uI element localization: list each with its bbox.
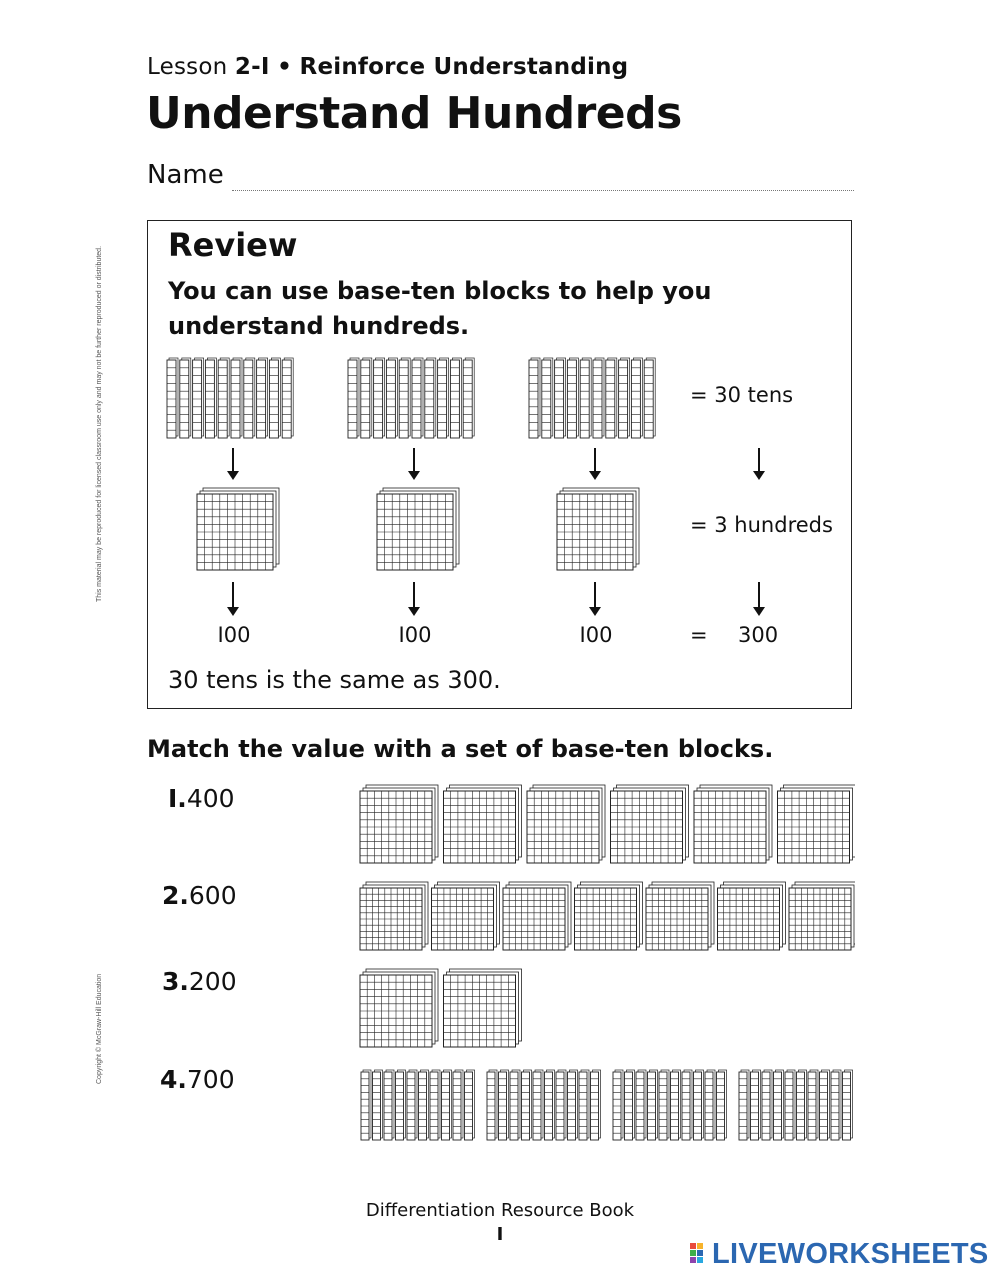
tens-rod <box>269 358 280 438</box>
down-arrow-icon <box>753 448 765 480</box>
tens-equation: = 30 tens <box>690 383 794 407</box>
tens-rod <box>450 358 461 438</box>
tens-rod <box>659 1070 669 1140</box>
down-arrow-icon <box>589 582 601 616</box>
hundred-flat <box>789 882 855 950</box>
tens-rod <box>545 1070 555 1140</box>
tens-rod <box>808 1070 818 1140</box>
tens-rod <box>463 358 474 438</box>
problem-value: 200 <box>188 967 237 996</box>
hundred-flat <box>694 785 772 863</box>
hundred-flat <box>611 785 689 863</box>
tens-rod <box>412 358 423 438</box>
tens-rod <box>244 358 255 438</box>
problem-4 <box>160 1065 235 1094</box>
lesson-separator: • <box>277 54 293 80</box>
hundred-flat <box>557 488 639 570</box>
hundred-flat <box>503 882 571 950</box>
hundred-flat <box>360 969 438 1047</box>
logo-text: LIVEWORKSHEETS <box>712 1237 989 1270</box>
copyright-note: Copyright © McGraw-Hill Education <box>96 973 103 1084</box>
tens-rod <box>465 1070 475 1140</box>
lesson-prefix: Lesson <box>147 54 228 80</box>
hundred-flat <box>197 488 279 570</box>
tens-rod <box>361 358 372 438</box>
down-arrow-icon <box>227 448 239 480</box>
tens-rod <box>529 358 540 438</box>
tens-rod <box>374 358 385 438</box>
hundred-flat <box>444 969 522 1047</box>
tens-rod <box>556 1070 566 1140</box>
tens-rod <box>648 1070 658 1140</box>
tens-rod <box>348 358 359 438</box>
problem-value: 400 <box>186 784 235 813</box>
footer-book-text: Differentiation Resource Book <box>365 1200 635 1221</box>
problem-value: 600 <box>188 881 237 910</box>
hundred-label-3: I00 <box>579 623 613 647</box>
tens-rod <box>510 1070 520 1140</box>
tens-rod <box>522 1070 532 1140</box>
tens-rod <box>739 1070 749 1140</box>
tens-rod <box>361 1070 371 1140</box>
tens-rod <box>193 358 204 438</box>
tens-rod <box>407 1070 417 1140</box>
total-value: 300 <box>738 623 779 647</box>
tens-rod <box>218 358 229 438</box>
tens-rod <box>396 1070 406 1140</box>
lesson-subtitle: Reinforce Understanding <box>299 54 629 80</box>
tens-rod <box>533 1070 543 1140</box>
tens-rod <box>180 358 191 438</box>
hundred-flat <box>527 785 605 863</box>
problem-number: 2. <box>162 881 189 910</box>
hundred-flat <box>432 882 500 950</box>
tens-rod <box>419 1070 429 1140</box>
tens-rod <box>785 1070 795 1140</box>
hundred-flat <box>718 882 786 950</box>
tens-rod <box>762 1070 772 1140</box>
down-arrow-icon <box>589 448 601 480</box>
name-label: Name <box>147 160 224 190</box>
tens-rod <box>774 1070 784 1140</box>
total-equals: = <box>690 623 708 647</box>
tens-rod <box>386 358 397 438</box>
tens-rod <box>567 358 578 438</box>
tens-rod <box>644 358 655 438</box>
tens-rod <box>568 1070 578 1140</box>
tens-rod <box>636 1070 646 1140</box>
hundred-flat <box>444 785 522 863</box>
hundred-flat <box>778 785 856 863</box>
tens-rod <box>373 1070 383 1140</box>
problem-2 <box>162 881 237 910</box>
tens-rod <box>384 1070 394 1140</box>
review-title: Review <box>168 226 298 264</box>
lesson-code: 2-I <box>234 54 270 80</box>
problem-number: I. <box>168 784 187 813</box>
down-arrow-icon <box>753 582 765 616</box>
problem-value: 700 <box>186 1065 235 1094</box>
tens-rod <box>487 1070 497 1140</box>
hundred-label-2: I00 <box>398 623 432 647</box>
tens-rod <box>671 1070 681 1140</box>
tens-rod <box>430 1070 440 1140</box>
hundred-label-1: I00 <box>217 623 251 647</box>
tens-rod <box>580 358 591 438</box>
page-title: Understand Hundreds <box>146 88 682 139</box>
tens-rod <box>442 1070 452 1140</box>
review-summary: 30 tens is the same as 300. <box>168 666 501 694</box>
license-note: This material may be reproduced for licensed classroom use only and may not be further reproduced or distributed. <box>96 245 103 602</box>
tens-rod <box>555 358 566 438</box>
tens-rod <box>625 1070 635 1140</box>
hundred-flat <box>646 882 714 950</box>
answer-block-sets <box>355 780 855 1150</box>
lesson-line <box>147 54 628 80</box>
tens-rod <box>843 1070 853 1140</box>
tens-rod <box>257 358 268 438</box>
match-heading: Match the value with a set of base-ten blocks. <box>147 735 774 763</box>
down-arrow-icon <box>408 448 420 480</box>
tens-rod <box>751 1070 761 1140</box>
tens-rod <box>593 358 604 438</box>
down-arrow-icon <box>227 582 239 616</box>
down-arrow-icon <box>408 582 420 616</box>
tens-rod <box>205 358 216 438</box>
hundred-flat <box>360 882 428 950</box>
tens-rod <box>453 1070 463 1140</box>
name-field[interactable] <box>232 190 854 191</box>
tens-rod <box>797 1070 807 1140</box>
hundred-flat <box>377 488 459 570</box>
tens-rod <box>425 358 436 438</box>
problem-1 <box>168 784 235 813</box>
tens-rod <box>579 1070 589 1140</box>
hundred-flat <box>360 785 438 863</box>
liveworksheets-logo[interactable] <box>690 1236 989 1272</box>
problem-number: 3. <box>162 967 189 996</box>
hundreds-equation: = 3 hundreds <box>690 513 833 537</box>
tens-rod <box>631 358 642 438</box>
tens-rod <box>231 358 242 438</box>
tens-rod <box>499 1070 509 1140</box>
tens-rod <box>282 358 293 438</box>
footer-book-title <box>0 1200 1000 1221</box>
hundred-flat <box>575 882 643 950</box>
tens-rod <box>399 358 410 438</box>
tens-rod <box>682 1070 692 1140</box>
tens-rod <box>820 1070 830 1140</box>
tens-rod <box>542 358 553 438</box>
problem-3 <box>162 967 237 996</box>
tens-rod <box>591 1070 601 1140</box>
page-number: I <box>496 1224 504 1245</box>
tens-rod <box>705 1070 715 1140</box>
tens-rod <box>167 358 178 438</box>
liveworksheets-logo-icon <box>690 1241 712 1267</box>
tens-rod <box>831 1070 841 1140</box>
review-text: You can use base-ten blocks to help you understand hundreds. <box>168 277 712 340</box>
tens-rod <box>613 1070 623 1140</box>
tens-rod <box>694 1070 704 1140</box>
tens-rod <box>717 1070 727 1140</box>
problem-number: 4. <box>160 1065 187 1094</box>
tens-rod <box>438 358 449 438</box>
tens-rod <box>606 358 617 438</box>
tens-rod <box>619 358 630 438</box>
